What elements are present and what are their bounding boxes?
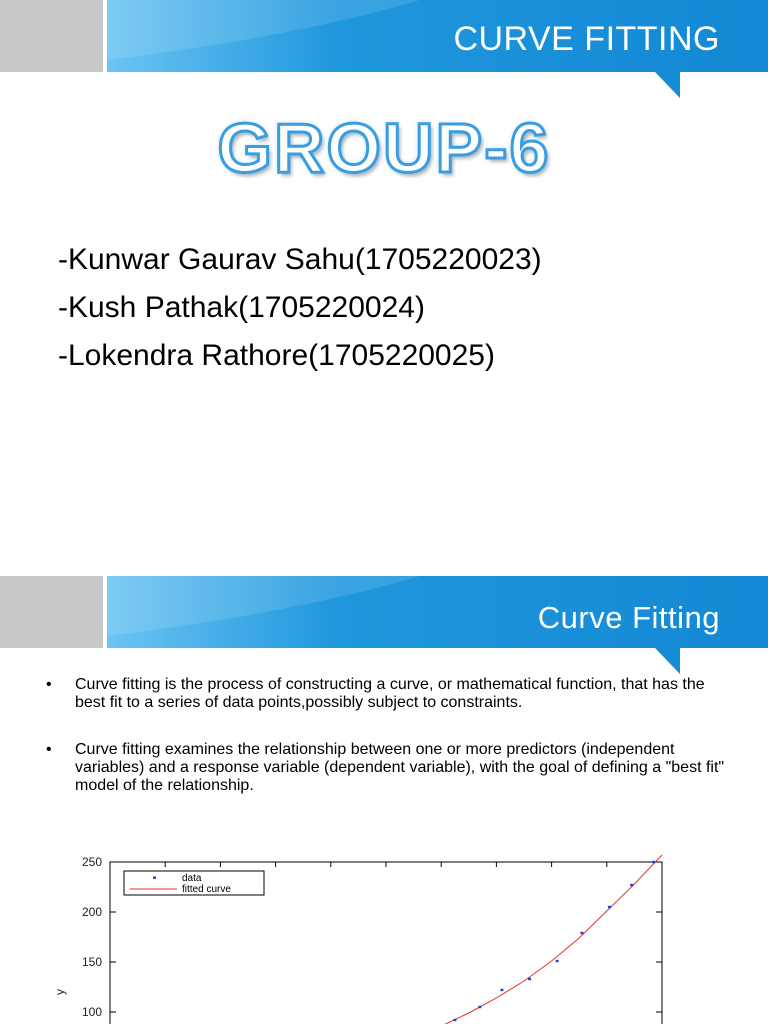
y-tick-label: 200 <box>81 905 102 919</box>
legend-label-data: data <box>182 873 202 884</box>
bullet-marker: • <box>46 741 52 758</box>
y-axis-label: y <box>53 989 67 995</box>
data-point <box>580 932 583 934</box>
definition-slide <box>0 576 768 1024</box>
data-point <box>528 978 531 980</box>
y-tick-label: 150 <box>81 955 102 969</box>
data-point <box>500 989 503 991</box>
title-banner <box>0 576 768 676</box>
legend-label-curve: fitted curve <box>182 884 231 895</box>
legend-data-marker <box>153 877 156 879</box>
member-list <box>58 236 542 380</box>
banner-title: CURVE FITTING <box>453 20 720 58</box>
y-tick-label: 250 <box>81 855 102 869</box>
member-item: -Kush Pathak(1705220024) <box>58 291 425 324</box>
slide-gap <box>0 560 768 576</box>
member-item: -Lokendra Rathore(1705220025) <box>58 339 495 372</box>
data-point <box>630 884 633 886</box>
group-title: GROUP-6 <box>217 109 551 187</box>
bullet-text: Curve fitting is the process of constructing a curve, or mathematical function, that has the best fit to a series of data points,possibly subject to constraints. <box>75 676 705 711</box>
data-point <box>608 906 611 908</box>
y-tick-label: 100 <box>81 1005 102 1019</box>
member-item: -Kunwar Gaurav Sahu(1705220023) <box>58 243 542 276</box>
curve-fit-chart <box>0 846 768 1024</box>
banner-title: Curve Fitting <box>537 600 720 635</box>
data-point <box>454 1019 457 1021</box>
data-point <box>652 861 655 863</box>
bullet-list <box>46 676 736 824</box>
bullet-item <box>46 741 736 795</box>
bullet-text: Curve fitting examines the relationship between one or more predictors (independent variables) and a response variable (dependent variable), with the goal of defining a "best fit" model of the relationship. <box>75 741 725 794</box>
data-point <box>556 960 559 962</box>
data-point <box>478 1006 481 1008</box>
bullet-marker: • <box>46 676 52 693</box>
title-banner <box>0 0 768 100</box>
bullet-item <box>46 676 736 712</box>
